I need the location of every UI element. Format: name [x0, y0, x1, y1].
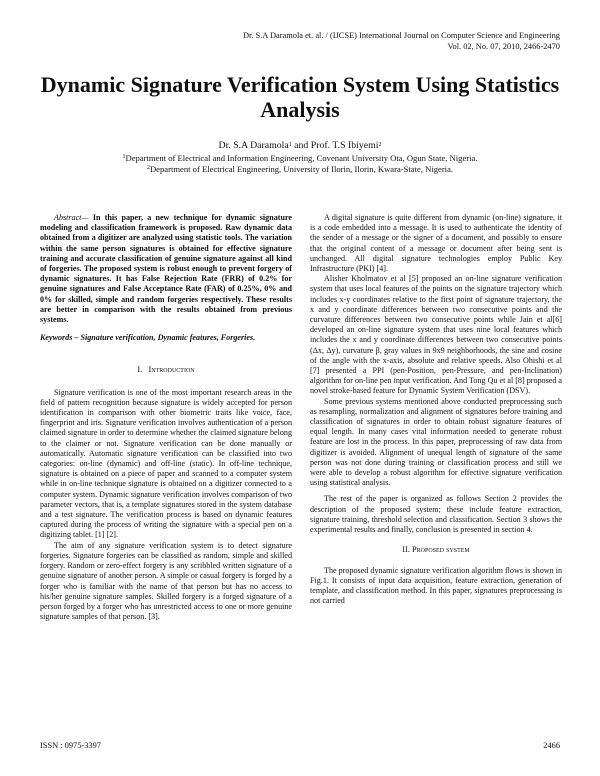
- abstract-text: In this paper, a new technique for dynamic signature modeling and classification framework is proposed. Raw dynamic data obtained from a digitizer are analyzed using statistic tools. The variation within the same person signatures is obtained for effective signature training and accurate classification of genuine signature against all kind of forgeries. The proposed system is robust enough to prevent forgery of dynamic signatures. It has False Rejection Rate (FRR) of 0.2% for genuine signatures and False Acceptance Rate (FAR) of 0.25%, 0% and 0% for skilled, simple and random forgeries respectively. These results are better in comparison with the results obtained from previous systems.: [40, 213, 292, 325]
- right-column: [310, 213, 562, 606]
- keywords: Keywords – Signature verification, Dynamic features, Forgeries.: [40, 333, 256, 343]
- paragraph: The rest of the paper is organized as follows Section 2 provides the description of the proposed system; these include feature extraction, signature training, threshold selection and classification. Section 3 shows the experimental results and finally, conclusion is presented in section 4.: [310, 494, 562, 535]
- abstract-dash: —: [81, 213, 93, 222]
- paragraph: The aim of any signature verification system is to detect signature forgeries. Signature forgeries can be classified as random, simple and skilled forgery. Random or zero-effect forgery is any scribbled written signature of a genuine signature of another person. A simple or casual forgery is forged by a forger who is familiar with the name of that person but has no access to his/her genuine signature samples. Skilled forgery is a forged signature of a person forged by a forger who has unrestricted access to one or more genuine signature samples of that person. [3].: [40, 540, 292, 622]
- volume-info: Vol. 02, No. 07, 2010, 2466-2470: [447, 42, 560, 51]
- author-line: [40, 140, 560, 152]
- affiliation-2-text: Department of Electrical Engineering, University of Ilorin, Ilorin, Kwara-State, Nigeria.: [149, 164, 454, 174]
- author-connector: and Prof. T.S Ibiyemi: [291, 140, 379, 151]
- section-1-heading: [40, 365, 292, 375]
- section-1-number: I.: [137, 365, 143, 375]
- affiliation-2: [40, 164, 560, 175]
- section-2-heading: II. Proposed system: [402, 545, 470, 555]
- abstract-label: Abstract: [54, 213, 82, 222]
- issn: ISSN : 0975-3397: [40, 741, 101, 750]
- paragraph: The proposed dynamic signature verification algorithm flows is shown in Fig.1. It consists of input data acquisition, feature extraction, generation of template, and classification method. In this paper, signatures preprocessing is not carried: [310, 565, 562, 606]
- author-1: Dr. S.A Daramola: [218, 140, 289, 151]
- affiliation-2-sup: 2: [146, 165, 150, 171]
- page-number: 2466: [543, 741, 560, 750]
- paragraph: Some previous systems mentioned above conducted preprocessing such as resampling, normalization and alignment of signatures before training and classification of signatures in order to obtain robust signature features of equal length. In many cases vital information needed to generate robust feature are lost in the process. In this paper, preprocessing of raw data from digitizer is avoided. Alignment of unequal length of signature of the same person was not done during training or classification process and still we were able to develop a robust algorithm for effective signature verification using statistical analysis.: [310, 396, 562, 488]
- author-1-sup: 1: [288, 142, 292, 148]
- abstract: [40, 213, 292, 325]
- paragraph: A digital signature is quite different from dynamic (on-line) signature, it is a code embedded into a message. It is used to authenticate the identity of the sender of a message or the signer of a document, and possibly to ensure that the original content of a message or document after being sent is unchanged. All digital signature technologies employ Public Key Infrastructure (PKI) [4].: [310, 213, 562, 274]
- section-1-title: Introduction: [148, 365, 195, 375]
- running-header: Dr. S.A Daramola et. al. / (IJCSE) International Journal on Computer Science and Engineering: [242, 31, 560, 40]
- affiliation-1: [40, 153, 560, 164]
- paper-title: Dynamic Signature Verification System Using Statistics Analysis: [40, 72, 560, 122]
- affiliation-1-sup: 1: [122, 154, 126, 160]
- affiliation-1-text: Department of Electrical and Information Engineering, Covenant University Ota, Ogun State, Nigeria.: [125, 153, 478, 163]
- left-column: [40, 213, 292, 622]
- paragraph: Signature verification is one of the most important research areas in the field of pattern recognition because signature is widely accepted for person identification in comparison with other biometric traits like voice, face, fingerprint and iris. Signature verification involves authentication of a person claimed signature in order to determine whether the claimed signature belong to the claimer or not. Signature verification can be done manually or automatically. Automatic signature verification can be classified into two categories: on-line (dynamic) and off-line (static). In off-line technique, signature is obtained on a piece of paper and scanned to a computer system while in on-line technique signature is obtained on a digitizer connected to a computer system. Dynamic signature verification involves comparison of two parameter vectors, that is, a template signatures stored in the system database and a test signature. The verification process is based on dynamic features captured during the process of writing the signature with a special pen on a digitizing tablet. [1] [2].: [40, 387, 292, 540]
- paragraph: Alisher Kholmatov et al [5] proposed an on-line signature verification system that uses local features of the points on the signature trajectory which includes x-y coordinates relative to the first point of signature trajectory, the x and y coordinate differences between two consecutive points and the curvature differences between two consecutive points while Jain et al[6] developed an on-line signature system that uses nine local features which includes the x and y coordinate differences between two consecutive points (Δx, Δy), curvature β, gray values in 9x9 neighborhoods, the sine and cosine of the angle with the x-axis, absolute and relative speeds. Also Ohishi et al [7] presented a PPI (pen-Position, pen-Pressure, and pen-Inclination) algorithm for on-line pen input verification. And Tong Qu et al [8] proposed a novel stroke-based feature for Dynamic System Verification (DSV).: [310, 274, 562, 396]
- author-2-sup: 2: [378, 142, 382, 148]
